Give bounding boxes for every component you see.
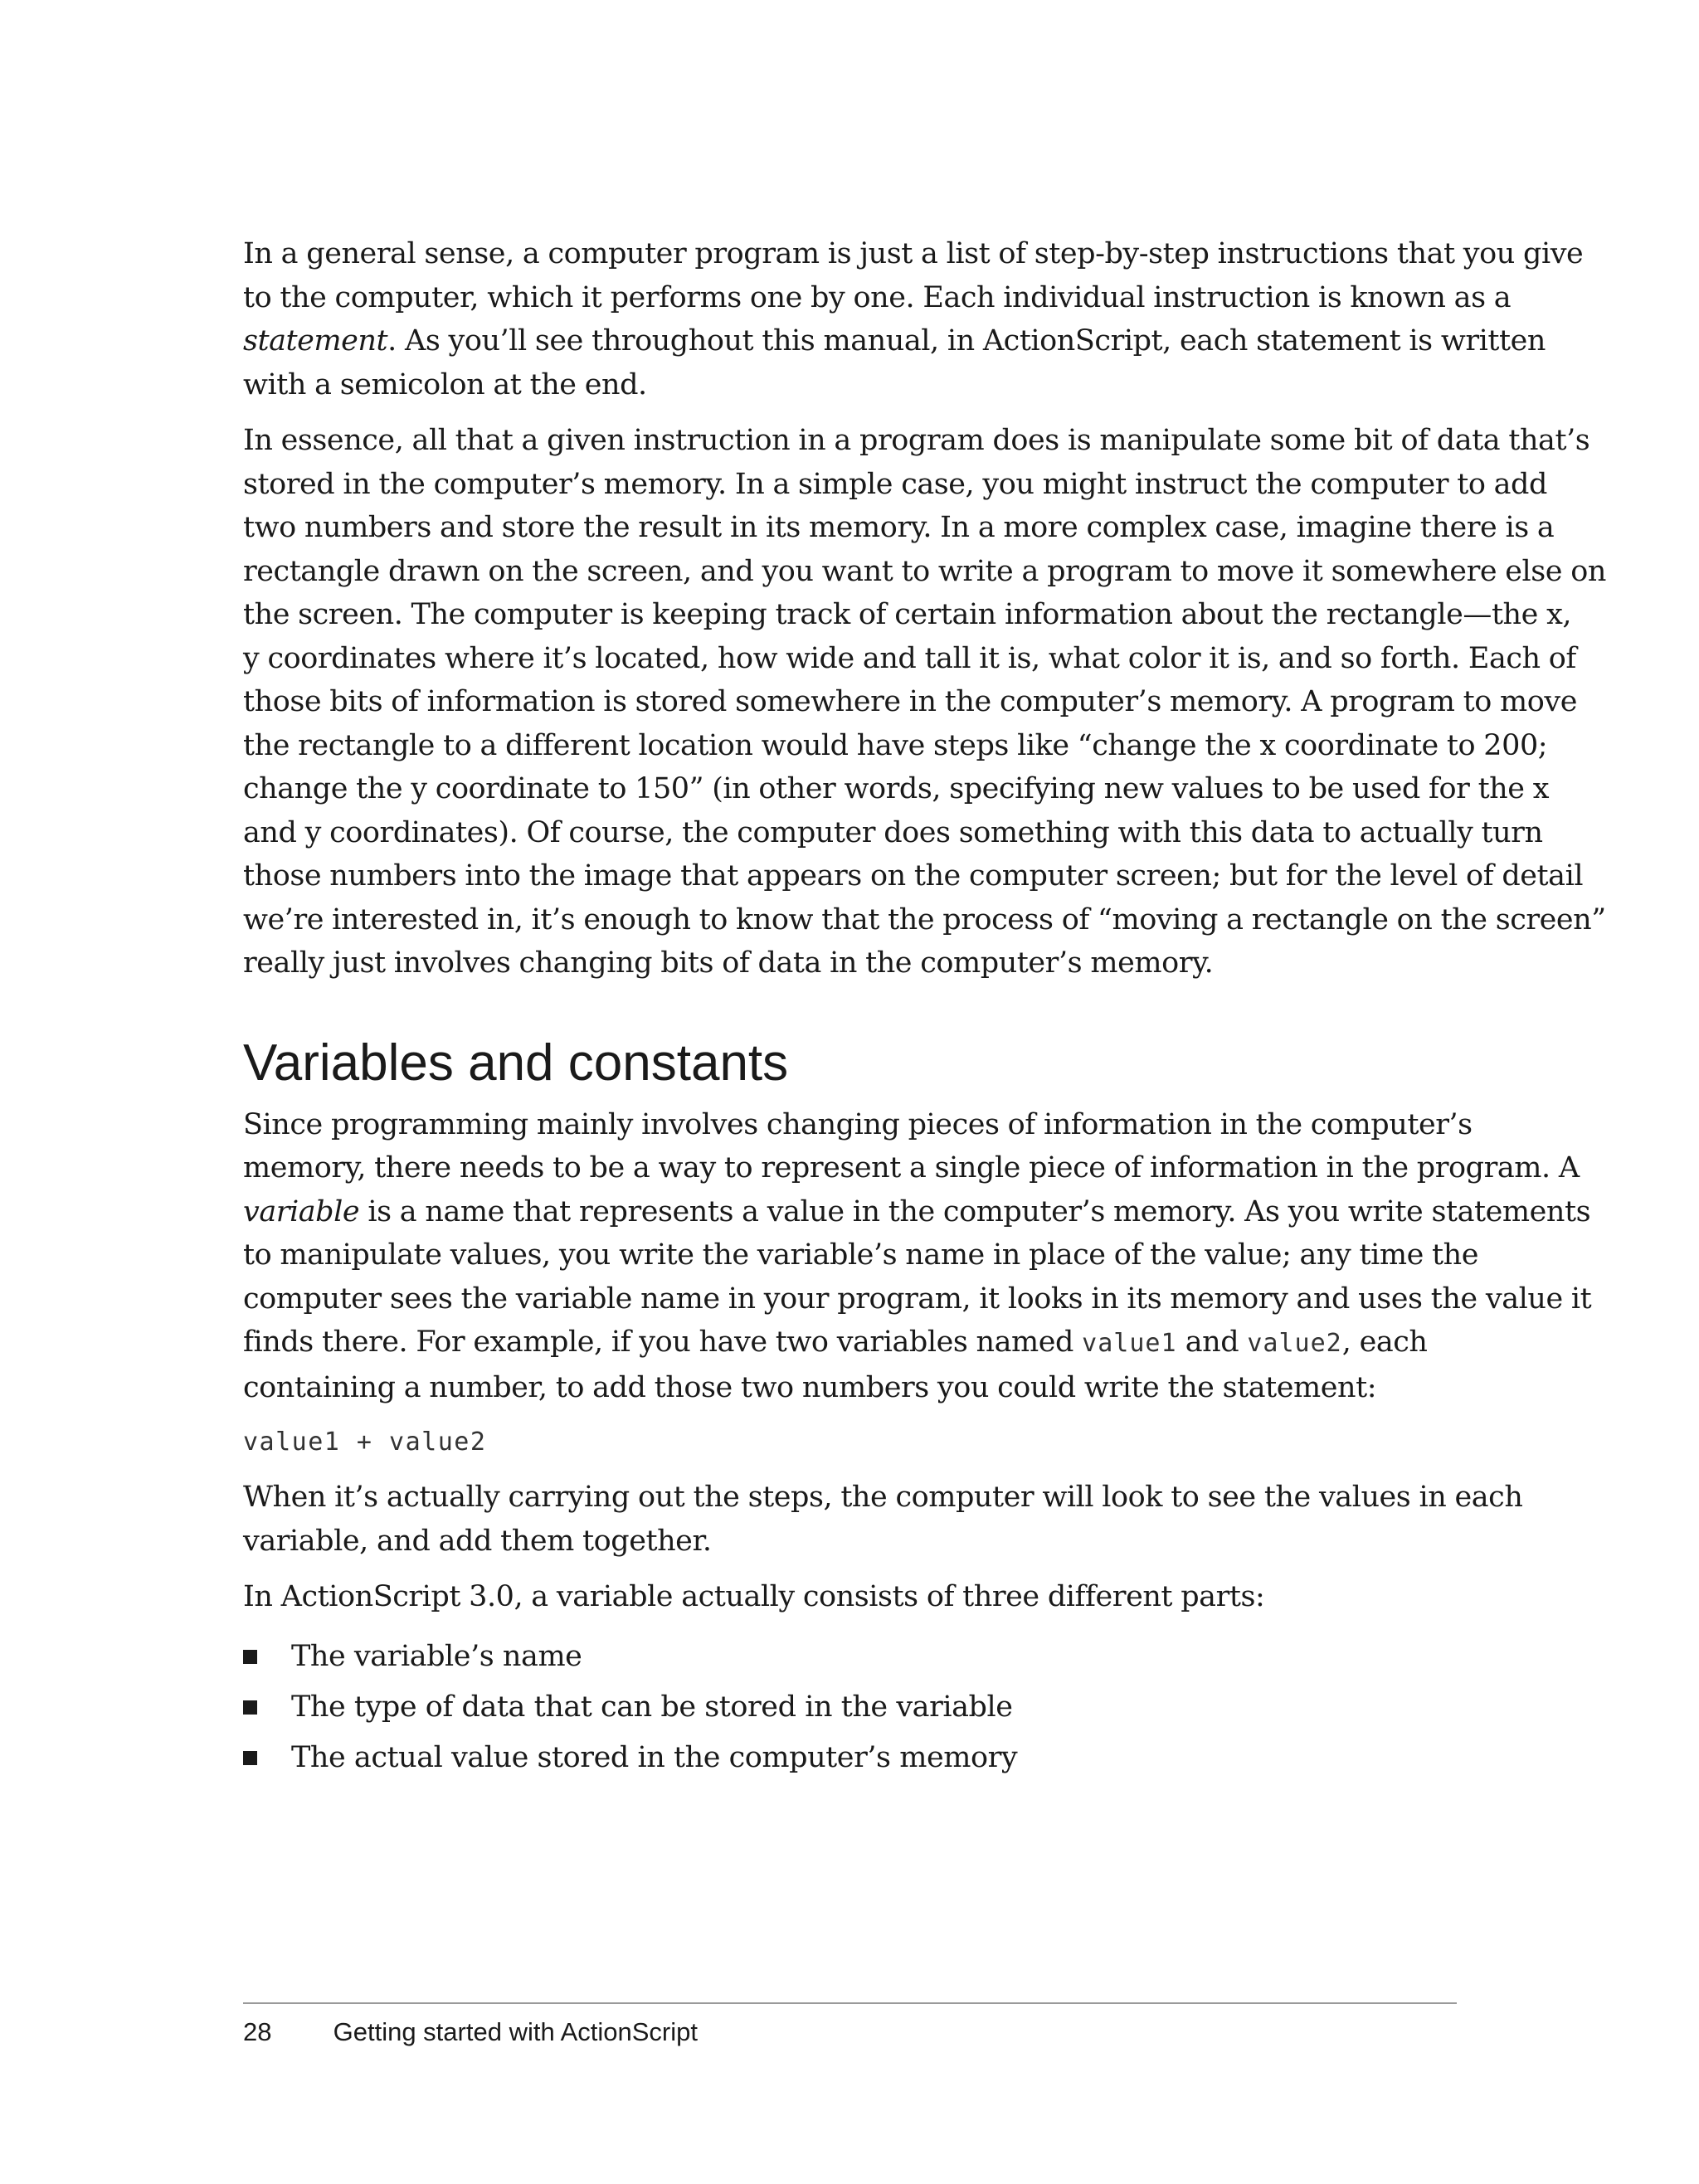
text-line: In a general sense, a computer program is just a list of step-by-step instructions that you give <box>243 237 1584 270</box>
text-line: the rectangle to a different location would have steps like “change the x coordinate to 200; <box>243 728 1548 762</box>
text-line: stored in the computer’s memory. In a simple case, you might instruct the computer to add <box>243 467 1547 501</box>
text-line: those bits of information is stored somewhere in the computer’s memory. A program to move <box>243 685 1577 718</box>
text-line: variable, and add them together. <box>243 1524 712 1558</box>
footer-divider <box>243 2002 1457 2004</box>
term-statement: statement <box>243 324 388 358</box>
text-line: to the computer, which it performs one by one. Each individual instruction is known as a <box>243 280 1512 314</box>
paragraph-variable-definition <box>243 1103 1592 1410</box>
text-line: really just involves changing bits of data in the computer’s memory. <box>243 946 1214 980</box>
variable-parts-list <box>243 1632 1456 1783</box>
text-line: y coordinates where it’s located, how wide and tall it is, what color it is, and so forth. Each of <box>243 641 1576 675</box>
text-line: with a semicolon at the end. <box>243 367 647 401</box>
list-item-text: The variable’s name <box>291 1639 582 1673</box>
text-line: memory, there needs to be a way to represent a single piece of information in the program. A <box>243 1151 1580 1184</box>
text-line: to manipulate values, you write the variable’s name in place of the value; any time the <box>243 1238 1479 1272</box>
inline-code-value1: value1 <box>1082 1329 1177 1358</box>
list-item-text: The type of data that can be stored in the variable <box>291 1690 1013 1724</box>
text-line: two numbers and store the result in its memory. In a more complex case, imagine there is a <box>243 511 1555 544</box>
list-item <box>243 1632 1456 1682</box>
paragraph-program-definition <box>243 232 1584 406</box>
list-item-text: The actual value stored in the computer’s memory <box>291 1740 1018 1774</box>
section-heading: Variables and constants <box>243 1034 789 1092</box>
square-bullet-icon <box>243 1700 257 1715</box>
inline-code-value2: value2 <box>1247 1329 1342 1358</box>
paragraph-variable-parts: In ActionScript 3.0, a variable actually consists of three different parts: <box>243 1580 1265 1613</box>
footer-title: Getting started with ActionScript <box>333 2017 698 2046</box>
paragraph-memory-explanation <box>243 419 1606 985</box>
text-fragment: finds there. For example, if you have two variables named <box>243 1325 1083 1359</box>
page-content <box>243 232 1606 1783</box>
text-fragment: is a name that represents a value in the computer’s memory. As you write statements <box>359 1194 1591 1228</box>
square-bullet-icon <box>243 1751 257 1765</box>
text-line: containing a number, to add those two numbers you could write the statement: <box>243 1370 1377 1404</box>
square-bullet-icon <box>243 1650 257 1664</box>
text-line: In essence, all that a given instruction in a program does is manipulate some bit of data that’s <box>243 424 1590 457</box>
text-line: those numbers into the image that appears on the computer screen; but for the level of detail <box>243 859 1584 893</box>
text-line: change the y coordinate to 150” (in other words, specifying new values to be used for the x <box>243 772 1549 805</box>
text-line: computer sees the variable name in your program, it looks in its memory and uses the value it <box>243 1282 1592 1316</box>
text-fragment: , each <box>1341 1325 1428 1359</box>
text-line: When it’s actually carrying out the steps, the computer will look to see the values in each <box>243 1481 1523 1514</box>
text-line: and y coordinates). Of course, the computer does something with this data to actually turn <box>243 815 1543 849</box>
code-example: value1 + value2 <box>243 1428 487 1457</box>
text-line <box>243 1321 1456 1366</box>
paragraph-execution <box>243 1476 1523 1563</box>
term-variable: variable <box>243 1194 360 1228</box>
list-item <box>243 1682 1456 1733</box>
text-line: Since programming mainly involves changing pieces of information in the computer’s <box>243 1107 1473 1141</box>
text-fragment: and <box>1176 1325 1248 1359</box>
text-fragment: . As you’ll see throughout this manual, in ActionScript, each statement is written <box>387 324 1546 358</box>
list-item <box>243 1733 1456 1783</box>
text-line <box>243 319 1546 363</box>
page-footer <box>243 2016 698 2049</box>
text-line <box>243 1190 1591 1234</box>
page-number: 28 <box>243 2017 272 2046</box>
text-line: the screen. The computer is keeping track of certain information about the rectangle—the x, <box>243 598 1572 631</box>
text-line: we’re interested in, it’s enough to know that the process of “moving a rectangle on the screen” <box>243 902 1606 936</box>
text-line: rectangle drawn on the screen, and you want to write a program to move it somewhere else on <box>243 554 1606 588</box>
